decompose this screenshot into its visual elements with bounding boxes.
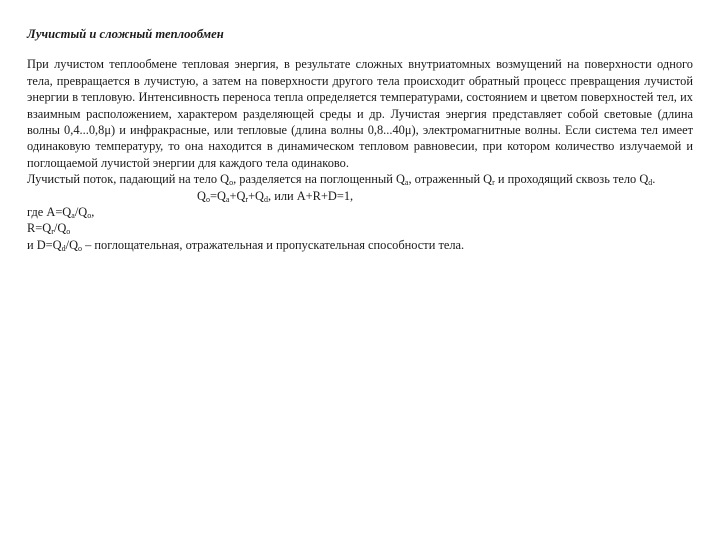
text-segment: и D=Q: [27, 237, 62, 252]
paragraph-radiant-flux: [27, 171, 693, 187]
text-segment: /Q: [53, 221, 67, 236]
formula-segment: +Q: [229, 188, 246, 203]
subscript: d: [648, 178, 653, 188]
document-page: [27, 26, 693, 253]
text-segment: /Q: [65, 237, 79, 252]
document-title: Лучистый и сложный теплообмен: [27, 27, 224, 41]
subscript: o: [78, 243, 83, 253]
subscript: o: [229, 178, 234, 188]
formula-segment: , или A+R+D=1,: [268, 188, 354, 203]
subscript: r: [245, 194, 249, 204]
subscript: d: [61, 243, 66, 253]
text-segment: – поглощательная, отражательная и пропускательная способности тела.: [82, 237, 465, 252]
subscript: d: [264, 194, 268, 204]
definition-reflectivity: [27, 220, 693, 236]
subscript: o: [205, 194, 210, 204]
subscript: r: [51, 227, 54, 237]
subscript: o: [66, 227, 71, 237]
subscript: r: [492, 178, 495, 188]
text-segment: , разделяется на поглощенный Q: [233, 172, 405, 187]
definition-transmissivity: [27, 237, 693, 253]
text-segment: .: [652, 172, 656, 187]
formula-segment: Q: [197, 188, 206, 203]
subscript: a: [71, 211, 75, 221]
text-segment: , отраженный Q: [408, 172, 493, 187]
paragraph-radiant-heat-exchange: При лучистом теплообмене тепловая энергия, в результате сложных внутриатомных возмущений на поверхности одного тела, превращается в лучистую, а затем на поверхности другого тела происходит обратный процесс превращения лучистой энергии в тепловую. Интенсивность переноса тепла определяется температурами, состоянием и цветом поверхностей тел, их взаимным расположением, характером разделяющей среды и др. Лучистая энергия представляет собой световые (длина волны 0,4...0,8μ) и инфракрасные, или тепловые (длина волны 0,8...40μ), электромагнитные волны. Если система тел имеет одинаковую температуру, то она находится в динамическом тепловом равновесии, при котором количество излучаемой и поглощаемой лучистой энергии для каждого тела одинаково.: [27, 57, 693, 170]
text-segment: ,: [91, 205, 95, 220]
formula-segment: +Q: [248, 188, 264, 203]
subscript: o: [87, 211, 92, 221]
definition-absorptivity: [27, 204, 693, 220]
text-segment: /Q: [74, 205, 88, 220]
text-segment: R=Q: [27, 221, 52, 236]
text-segment: и проходящий сквозь тело Q: [494, 172, 649, 187]
formula-segment: =Q: [209, 188, 226, 203]
balance-formula: [27, 188, 693, 204]
text-segment: где A=Q: [27, 205, 72, 220]
text-segment: Лучистый поток, падающий на тело Q: [27, 172, 230, 187]
subscript: a: [404, 178, 409, 188]
subscript: a: [225, 194, 230, 204]
